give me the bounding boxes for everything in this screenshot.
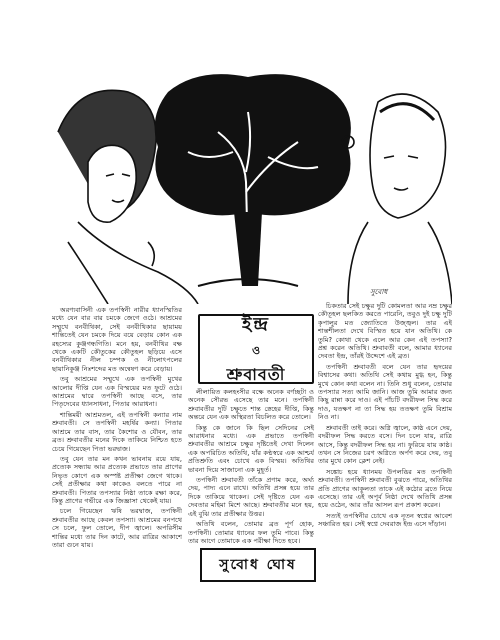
paragraph: তপস্বিনী শ্রুবাবতী তাঁকে প্রণাম করে, অর্ঘ্য দেয়, পাদ্য এনে রাখে। অতিথি প্রসন্ন হয়ে তার দিকে তাকিয়ে থাকেন। সেই দৃষ্টিতে যেন এক দেবতার মহিমা মিশে আছে। শ্রুবাবতীর মনে হয়, এই বুঝি তার প্রতীক্ষার উত্তর। [188,476,314,518]
paragraph: লীলায়িত কলহংসীর বক্ষে অনেক বর্ণচ্ছটা ও অনেক সৌরভ এসেছে তার মনে। তপস্বিনী শ্রুবাবতীর দুটি চক্ষুতে শান্ত স্নেহের দীপ্তি, কিন্তু অন্তরে যেন এক অস্থিরতা বিচলিত করে তোলে। [188,388,314,422]
paragraph: চলে গিয়েছেন ঋষি ভরদ্বাজ, তপস্বিনী শ্রুবাবতীর আছে কেবল তপস্যা। আশ্রমের বনপথে সে চলে, ফুল তোলে, দীপ জ্বালে। অপরিসীম শান্তির মধ্যে তার দিন কাটে, আর রাত্রির আকাশে তারা গুনে যায়। [52,507,182,549]
paragraph: তবু যেন তার মন কখন ভাবনায় রয়ে যায়, প্রত্যেক সন্ধ্যায় আর প্রত্যেক প্রভাতে তার প্রাণের নিভৃত কোণে এক অস্পষ্ট প্রতীক্ষা জেগে থাকে। সেই প্রতীক্ষার কথা কাকেও বলতে পারে না শ্রুবাবতী। পিতার তপস্যার নিষ্ঠা তাকে রক্ষা করে, কিন্তু প্রাণের গভীরে এক জিজ্ঞাসা থেকেই যায়। [52,454,182,505]
story-title-box [198,314,314,384]
paragraph: কিন্তু কে জানে কি ছিল সেদিনের সেই আরাধনার মধ্যে। এক প্রভাতে তপস্বিনী শ্রুবাবতীর আশ্রমে চক্ষুর দৃষ্টিতেই দেখা দিলেন এক অপরিচিত অতিথি, যাঁর কণ্ঠস্বরে এক আশ্চর্য প্রতিশ্রুতি এবং চোখে এক বিস্ময়। অতিথির ভাবনা দিয়ে সাজানো এক মুহূর্ত। [188,423,314,474]
paragraph: তবু আশ্রমের সম্মুখে এক তপস্বিনী মুখের আলোর দীপ্তি যেন এক বিস্ময়ের মত ফুটে ওঠে। আশ্রমের দ্বারে তপস্বিনী আছে বসে, তার পিতৃদেবের ধ্যানসাধনা, পিতার আরাধনা। [52,375,182,409]
paragraph: চিকতার সেই চক্ষুর দুটি কোমলতা আর নম্র চক্ষুর কৌতূহল ছলকিত করতে পারেনি, তবুও দুই চক্ষু দুটি কৃপালুর মত জ্যোতিতে উজ্জ্বল। তার এই শান্তশীলতা দেখে বিস্মিত হয়ে যান অতিথি। কে তুমি? কোথা থেকে এলে আর কেন এই তপস্যা? প্রশ্ন করেন অতিথি। শ্রুবাবতী বলে, আমার ধ্যানের দেবতা ইন্দ্র, তাঁরই উদ্দেশে এই ব্রত। [318,302,452,361]
illustrator-signature: সুবোধ [370,288,388,296]
paragraph: শ্রুবাবতী তাই করে। অগ্নি জ্বালে, কাষ্ঠ এনে দেয়, বদরীফল সিদ্ধ করতে বসে। দিন চলে যায়, রাত্রি আসে, কিন্তু বদরীফল সিদ্ধ হয় না। ফুরিয়ে যায় কাষ্ঠ। তখন সে নিজের চরণ অগ্নিতে অর্পণ করে দেয়, তবু তার মুখে কোন ক্লেশ নেই। [318,423,452,466]
illustration [48,72,452,304]
paragraph: অরণ্যবাসিনী এক তপস্বিনী নারীর ধ্যানস্মিতির মধ্যে যেন বার বার চমকে জেগে ওঠে। আশ্রমের সম্মুখে বনবীথিকা, সেই বনবীথিকার ছায়াময় শান্তিতেই যেন চমকে দিয়ে বয়ে বেড়ায় কোন এক রহস্যের কুঞ্জগন্ধগিতি। মনে হয়, বনবীথির বক্ষ থেকে একটি কৌতুকের কৌতুহল ছড়িয়ে এসে বনবীথিকার নীল চম্পক ও নীলোৎপলের ছায়ানিকুঞ্জ নিঃশব্দের মত অন্বেষণ করে বেড়ায়। [52,306,182,373]
right-column [318,302,452,531]
paragraph: সত্যই তপস্বিনীর চোখে এক নূতন স্বপ্নের আবেশ সঞ্চারিত হয়। সেই স্বপ্নে দেবরাজ ইন্দ্র এসে দাঁড়ান। [318,511,452,529]
middle-column [188,388,314,544]
right-figure-illustration [342,94,452,304]
paragraph: সঙ্কোচ হয়ে ধ্যানময় উপলব্ধির মত তপস্বিনী শ্রুবাবতী। তপস্বিনী শ্রুবাবতী বুঝতে পারে, অতিথির প্রতি প্রাণের আকুলতা তাকে এই কঠোর ব্রতে নিয়ে এসেছে। তার এই অপূর্ব নিষ্ঠা দেখে অতিথি প্রসন্ন হয়ে ওঠেন, আর তাঁর আসল রূপ প্রকাশ করেন। [318,467,452,510]
author-name: সুবোধ ঘোষ [219,557,297,573]
title-line-1: ইন্দ্র [242,313,270,335]
paragraph: অতিথি বলেন, তোমার ব্রত পূর্ণ হোক, তপস্বিনী। তোমার ধ্যানের ফল তুমি পাবে। কিন্তু তার আগে তোমাকে এক পরীক্ষা দিতে হবে। [188,520,314,544]
title-line-2: ও [251,343,261,357]
author-box [200,548,316,582]
tree-illustration [155,74,351,286]
paragraph: শান্তিময়ী আশ্রমতল, এই তপস্বিনী কন্যার নাম শ্রুবাবতী। সে তপস্বিনী মহর্ষির কন্যা। পিতার আশ্রমে তার বাস, তার কৈশোর ও যৌবন, তার ব্রত। শ্রুবাবতীর মনের দিকে তাকিয়ে নিশ্চিত হতে চেয়ে গিয়েছেন পিতা ভরদ্বাজ। [52,410,182,453]
paragraph: তপস্বিনী শ্রুবাবতী বলে যেন তার হৃদয়ের বিশ্বাসের কথা। অতিথি সেই কথায় মুগ্ধ হন, কিন্তু মুখে কোন কথা বলেন না। তিনি শুধু বলেন, তোমার তপস্যার সত্য আমি জানি। আজ তুমি আমার জন্য কিছু রান্না করে দাও। এই পাঁচটি বদরীফল সিদ্ধ করে দাও, যতক্ষণ না তা সিদ্ধ হয় ততক্ষণ তুমি বিশ্রাম নিও না। [318,362,452,422]
left-column [52,306,182,551]
title-line-3: শ্রুবাবতী [226,364,286,384]
